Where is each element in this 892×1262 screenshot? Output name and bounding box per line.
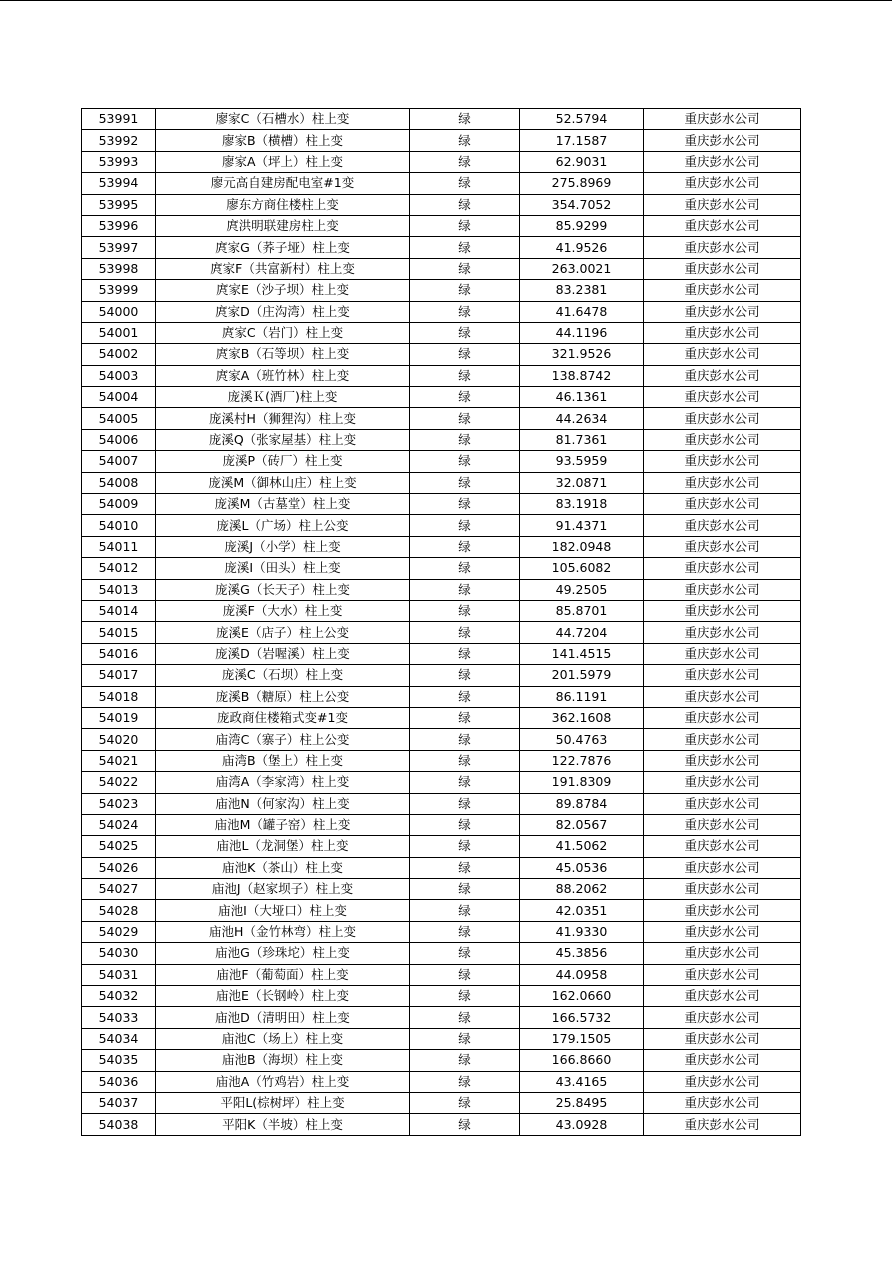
transformer-name-cell: 廖东方商住楼柱上变 [156, 194, 410, 215]
row-id-cell: 54022 [82, 772, 156, 793]
value-cell: 105.6082 [520, 558, 644, 579]
table-row [82, 258, 801, 279]
table-row [82, 857, 801, 878]
value-cell: 49.2505 [520, 579, 644, 600]
page-top-rule [0, 0, 892, 1]
company-cell: 重庆彭水公司 [644, 365, 801, 386]
status-color-cell: 绿 [410, 900, 520, 921]
value-cell: 32.0871 [520, 472, 644, 493]
transformer-name-cell: 平阳K（半坡）柱上变 [156, 1114, 410, 1135]
transformer-name-cell: 庹家E（沙子坝）柱上变 [156, 280, 410, 301]
company-cell: 重庆彭水公司 [644, 921, 801, 942]
status-color-cell: 绿 [410, 558, 520, 579]
value-cell: 362.1608 [520, 707, 644, 728]
status-color-cell: 绿 [410, 408, 520, 429]
value-cell: 41.9526 [520, 237, 644, 258]
value-cell: 122.7876 [520, 750, 644, 771]
row-id-cell: 54004 [82, 387, 156, 408]
value-cell: 42.0351 [520, 900, 644, 921]
status-color-cell: 绿 [410, 986, 520, 1007]
table-row [82, 1050, 801, 1071]
transformer-name-cell: 庞溪M（御林山庄）柱上变 [156, 472, 410, 493]
company-cell: 重庆彭水公司 [644, 515, 801, 536]
status-color-cell: 绿 [410, 643, 520, 664]
transformer-name-cell: 庙池N（何家沟）柱上变 [156, 793, 410, 814]
company-cell: 重庆彭水公司 [644, 472, 801, 493]
company-cell: 重庆彭水公司 [644, 429, 801, 450]
row-id-cell: 54012 [82, 558, 156, 579]
table-row [82, 921, 801, 942]
table-row [82, 515, 801, 536]
row-id-cell: 54009 [82, 494, 156, 515]
transformer-name-cell: 庙池C（场上）柱上变 [156, 1028, 410, 1049]
status-color-cell: 绿 [410, 194, 520, 215]
table-row [82, 130, 801, 151]
value-cell: 43.4165 [520, 1071, 644, 1092]
transformer-name-cell: 庙湾C（寨子）柱上公变 [156, 729, 410, 750]
value-cell: 44.0958 [520, 964, 644, 985]
value-cell: 17.1587 [520, 130, 644, 151]
status-color-cell: 绿 [410, 365, 520, 386]
status-color-cell: 绿 [410, 130, 520, 151]
company-cell: 重庆彭水公司 [644, 215, 801, 236]
row-id-cell: 53992 [82, 130, 156, 151]
transformer-name-cell: 平阳L(棕树坪）柱上变 [156, 1092, 410, 1113]
table-row [82, 1071, 801, 1092]
transformer-name-cell: 庹家A（班竹林）柱上变 [156, 365, 410, 386]
company-cell: 重庆彭水公司 [644, 1050, 801, 1071]
status-color-cell: 绿 [410, 429, 520, 450]
value-cell: 46.1361 [520, 387, 644, 408]
company-cell: 重庆彭水公司 [644, 237, 801, 258]
table-row [82, 879, 801, 900]
row-id-cell: 54014 [82, 600, 156, 621]
row-id-cell: 54033 [82, 1007, 156, 1028]
row-id-cell: 54027 [82, 879, 156, 900]
row-id-cell: 53994 [82, 173, 156, 194]
row-id-cell: 54030 [82, 943, 156, 964]
company-cell: 重庆彭水公司 [644, 665, 801, 686]
table-row [82, 1114, 801, 1135]
status-color-cell: 绿 [410, 879, 520, 900]
value-cell: 85.9299 [520, 215, 644, 236]
transformer-name-cell: 庹洪明联建房柱上变 [156, 215, 410, 236]
table-row [82, 536, 801, 557]
table-row [82, 622, 801, 643]
row-id-cell: 54037 [82, 1092, 156, 1113]
company-cell: 重庆彭水公司 [644, 707, 801, 728]
status-color-cell: 绿 [410, 964, 520, 985]
transformer-name-cell: 庞溪M（古墓堂）柱上变 [156, 494, 410, 515]
transformer-name-cell: 庙湾B（堡上）柱上变 [156, 750, 410, 771]
value-cell: 62.9031 [520, 151, 644, 172]
table-row [82, 151, 801, 172]
row-id-cell: 54020 [82, 729, 156, 750]
value-cell: 86.1191 [520, 686, 644, 707]
transformer-name-cell: 庞溪E（店子）柱上公变 [156, 622, 410, 643]
value-cell: 166.5732 [520, 1007, 644, 1028]
table-row [82, 408, 801, 429]
table-row [82, 1092, 801, 1113]
value-cell: 45.3856 [520, 943, 644, 964]
transformer-name-cell: 廖家A（坪上）柱上变 [156, 151, 410, 172]
value-cell: 82.0567 [520, 814, 644, 835]
company-cell: 重庆彭水公司 [644, 836, 801, 857]
table-row [82, 109, 801, 130]
transformer-name-cell: 庞溪B（糖原）柱上公变 [156, 686, 410, 707]
value-cell: 138.8742 [520, 365, 644, 386]
value-cell: 141.4515 [520, 643, 644, 664]
row-id-cell: 54038 [82, 1114, 156, 1135]
transformer-name-cell: 庹家G（荞子垭）柱上变 [156, 237, 410, 258]
company-cell: 重庆彭水公司 [644, 1028, 801, 1049]
company-cell: 重庆彭水公司 [644, 900, 801, 921]
transformer-name-cell: 庞溪G（长天子）柱上变 [156, 579, 410, 600]
company-cell: 重庆彭水公司 [644, 579, 801, 600]
transformer-name-cell: 庙池D（清明田）柱上变 [156, 1007, 410, 1028]
transformer-name-cell: 庞溪L（广场）柱上公变 [156, 515, 410, 536]
status-color-cell: 绿 [410, 622, 520, 643]
transformer-name-cell: 庙池J（赵家坝子）柱上变 [156, 879, 410, 900]
table-row [82, 750, 801, 771]
table-row [82, 494, 801, 515]
row-id-cell: 54036 [82, 1071, 156, 1092]
row-id-cell: 54028 [82, 900, 156, 921]
value-cell: 44.1196 [520, 322, 644, 343]
status-color-cell: 绿 [410, 579, 520, 600]
status-color-cell: 绿 [410, 173, 520, 194]
status-color-cell: 绿 [410, 686, 520, 707]
transformer-name-cell: 庞溪Q（张家屋基）柱上变 [156, 429, 410, 450]
status-color-cell: 绿 [410, 258, 520, 279]
company-cell: 重庆彭水公司 [644, 814, 801, 835]
transformer-name-cell: 庹家F（共富新村）柱上变 [156, 258, 410, 279]
company-cell: 重庆彭水公司 [644, 536, 801, 557]
status-color-cell: 绿 [410, 494, 520, 515]
transformer-name-cell: 庙池H（金竹林弯）柱上变 [156, 921, 410, 942]
row-id-cell: 53995 [82, 194, 156, 215]
row-id-cell: 54016 [82, 643, 156, 664]
transformer-name-cell: 庹家B（石等坝）柱上变 [156, 344, 410, 365]
transformer-name-cell: 庙池B（海坝）柱上变 [156, 1050, 410, 1071]
company-cell: 重庆彭水公司 [644, 1071, 801, 1092]
transformer-name-cell: 庙池L（龙洞堡）柱上变 [156, 836, 410, 857]
row-id-cell: 54010 [82, 515, 156, 536]
status-color-cell: 绿 [410, 280, 520, 301]
transformer-name-cell: 庙池M（罐子窑）柱上变 [156, 814, 410, 835]
company-cell: 重庆彭水公司 [644, 943, 801, 964]
row-id-cell: 54023 [82, 793, 156, 814]
row-id-cell: 54011 [82, 536, 156, 557]
transformer-name-cell: 庙池F（葡萄面）柱上变 [156, 964, 410, 985]
company-cell: 重庆彭水公司 [644, 643, 801, 664]
value-cell: 191.8309 [520, 772, 644, 793]
company-cell: 重庆彭水公司 [644, 387, 801, 408]
row-id-cell: 54002 [82, 344, 156, 365]
status-color-cell: 绿 [410, 665, 520, 686]
status-color-cell: 绿 [410, 1007, 520, 1028]
transformer-name-cell: 庙池I（大垭口）柱上变 [156, 900, 410, 921]
status-color-cell: 绿 [410, 600, 520, 621]
row-id-cell: 54008 [82, 472, 156, 493]
table-row [82, 986, 801, 1007]
table-row [82, 772, 801, 793]
status-color-cell: 绿 [410, 301, 520, 322]
value-cell: 179.1505 [520, 1028, 644, 1049]
company-cell: 重庆彭水公司 [644, 109, 801, 130]
table-row [82, 814, 801, 835]
company-cell: 重庆彭水公司 [644, 558, 801, 579]
table-row [82, 1007, 801, 1028]
company-cell: 重庆彭水公司 [644, 130, 801, 151]
status-color-cell: 绿 [410, 857, 520, 878]
transformer-name-cell: 庞溪村H（狮狸沟）柱上变 [156, 408, 410, 429]
value-cell: 50.4763 [520, 729, 644, 750]
status-color-cell: 绿 [410, 793, 520, 814]
table-row [82, 387, 801, 408]
row-id-cell: 54005 [82, 408, 156, 429]
transformer-name-cell: 庞溪Ｋ(酒厂)柱上变 [156, 387, 410, 408]
company-cell: 重庆彭水公司 [644, 258, 801, 279]
table-row [82, 964, 801, 985]
value-cell: 89.8784 [520, 793, 644, 814]
transformer-name-cell: 庹家C（岩门）柱上变 [156, 322, 410, 343]
row-id-cell: 54019 [82, 707, 156, 728]
row-id-cell: 53991 [82, 109, 156, 130]
value-cell: 52.5794 [520, 109, 644, 130]
status-color-cell: 绿 [410, 1028, 520, 1049]
status-color-cell: 绿 [410, 836, 520, 857]
company-cell: 重庆彭水公司 [644, 793, 801, 814]
value-cell: 83.2381 [520, 280, 644, 301]
row-id-cell: 54018 [82, 686, 156, 707]
status-color-cell: 绿 [410, 344, 520, 365]
company-cell: 重庆彭水公司 [644, 686, 801, 707]
table-row [82, 943, 801, 964]
table-row [82, 472, 801, 493]
status-color-cell: 绿 [410, 1092, 520, 1113]
table-row [82, 451, 801, 472]
row-id-cell: 54029 [82, 921, 156, 942]
row-id-cell: 53997 [82, 237, 156, 258]
row-id-cell: 54035 [82, 1050, 156, 1071]
transformer-name-cell: 庞政商住楼箱式变#1变 [156, 707, 410, 728]
status-color-cell: 绿 [410, 451, 520, 472]
table-row [82, 900, 801, 921]
table-row [82, 558, 801, 579]
table-row [82, 301, 801, 322]
row-id-cell: 54015 [82, 622, 156, 643]
company-cell: 重庆彭水公司 [644, 301, 801, 322]
company-cell: 重庆彭水公司 [644, 750, 801, 771]
status-color-cell: 绿 [410, 151, 520, 172]
transformer-name-cell: 庞溪J（小学）柱上变 [156, 536, 410, 557]
table-row [82, 429, 801, 450]
value-cell: 162.0660 [520, 986, 644, 1007]
status-color-cell: 绿 [410, 387, 520, 408]
row-id-cell: 54026 [82, 857, 156, 878]
value-cell: 91.4371 [520, 515, 644, 536]
company-cell: 重庆彭水公司 [644, 1007, 801, 1028]
value-cell: 25.8495 [520, 1092, 644, 1113]
table-row [82, 237, 801, 258]
table-row [82, 643, 801, 664]
status-color-cell: 绿 [410, 707, 520, 728]
status-color-cell: 绿 [410, 943, 520, 964]
value-cell: 321.9526 [520, 344, 644, 365]
row-id-cell: 53999 [82, 280, 156, 301]
transformer-name-cell: 庞溪P（砖厂）柱上变 [156, 451, 410, 472]
table-row [82, 1028, 801, 1049]
row-id-cell: 54013 [82, 579, 156, 600]
status-color-cell: 绿 [410, 1114, 520, 1135]
value-cell: 354.7052 [520, 194, 644, 215]
company-cell: 重庆彭水公司 [644, 600, 801, 621]
row-id-cell: 54003 [82, 365, 156, 386]
transformer-name-cell: 庞溪F（大水）柱上变 [156, 600, 410, 621]
value-cell: 41.5062 [520, 836, 644, 857]
company-cell: 重庆彭水公司 [644, 729, 801, 750]
row-id-cell: 54031 [82, 964, 156, 985]
company-cell: 重庆彭水公司 [644, 986, 801, 1007]
company-cell: 重庆彭水公司 [644, 451, 801, 472]
transformer-name-cell: 廖元高自建房配电室#1变 [156, 173, 410, 194]
company-cell: 重庆彭水公司 [644, 194, 801, 215]
table-row [82, 686, 801, 707]
value-cell: 85.8701 [520, 600, 644, 621]
status-color-cell: 绿 [410, 472, 520, 493]
table-row [82, 600, 801, 621]
status-color-cell: 绿 [410, 729, 520, 750]
status-color-cell: 绿 [410, 921, 520, 942]
row-id-cell: 54000 [82, 301, 156, 322]
row-id-cell: 53996 [82, 215, 156, 236]
status-color-cell: 绿 [410, 536, 520, 557]
value-cell: 41.6478 [520, 301, 644, 322]
company-cell: 重庆彭水公司 [644, 151, 801, 172]
value-cell: 45.0536 [520, 857, 644, 878]
table-row [82, 194, 801, 215]
transformer-name-cell: 庹家D（庄沟湾）柱上变 [156, 301, 410, 322]
value-cell: 44.2634 [520, 408, 644, 429]
row-id-cell: 54017 [82, 665, 156, 686]
transformer-name-cell: 廖家B（横槽）柱上变 [156, 130, 410, 151]
row-id-cell: 54032 [82, 986, 156, 1007]
value-cell: 263.0021 [520, 258, 644, 279]
status-color-cell: 绿 [410, 772, 520, 793]
table-body [82, 109, 801, 1136]
value-cell: 41.9330 [520, 921, 644, 942]
table-row [82, 836, 801, 857]
company-cell: 重庆彭水公司 [644, 1114, 801, 1135]
company-cell: 重庆彭水公司 [644, 408, 801, 429]
transformer-name-cell: 庙池G（珍珠坨）柱上变 [156, 943, 410, 964]
table-row [82, 665, 801, 686]
status-color-cell: 绿 [410, 109, 520, 130]
table-row [82, 729, 801, 750]
table-row [82, 344, 801, 365]
status-color-cell: 绿 [410, 215, 520, 236]
value-cell: 83.1918 [520, 494, 644, 515]
company-cell: 重庆彭水公司 [644, 622, 801, 643]
row-id-cell: 54001 [82, 322, 156, 343]
company-cell: 重庆彭水公司 [644, 280, 801, 301]
value-cell: 81.7361 [520, 429, 644, 450]
row-id-cell: 53993 [82, 151, 156, 172]
status-color-cell: 绿 [410, 814, 520, 835]
row-id-cell: 54034 [82, 1028, 156, 1049]
value-cell: 201.5979 [520, 665, 644, 686]
row-id-cell: 54021 [82, 750, 156, 771]
value-cell: 93.5959 [520, 451, 644, 472]
status-color-cell: 绿 [410, 322, 520, 343]
status-color-cell: 绿 [410, 1071, 520, 1092]
transformer-name-cell: 庙湾A（李家湾）柱上变 [156, 772, 410, 793]
table-row [82, 215, 801, 236]
value-cell: 275.8969 [520, 173, 644, 194]
table-row [82, 322, 801, 343]
company-cell: 重庆彭水公司 [644, 964, 801, 985]
table-row [82, 365, 801, 386]
status-color-cell: 绿 [410, 515, 520, 536]
company-cell: 重庆彭水公司 [644, 494, 801, 515]
transformer-name-cell: 廖家C（石槽水）柱上变 [156, 109, 410, 130]
value-cell: 88.2062 [520, 879, 644, 900]
status-color-cell: 绿 [410, 1050, 520, 1071]
table-row [82, 173, 801, 194]
transformer-name-cell: 庙池K（茶山）柱上变 [156, 857, 410, 878]
company-cell: 重庆彭水公司 [644, 322, 801, 343]
value-cell: 166.8660 [520, 1050, 644, 1071]
value-cell: 182.0948 [520, 536, 644, 557]
company-cell: 重庆彭水公司 [644, 173, 801, 194]
company-cell: 重庆彭水公司 [644, 879, 801, 900]
row-id-cell: 54025 [82, 836, 156, 857]
value-cell: 44.7204 [520, 622, 644, 643]
transformer-name-cell: 庞溪D（岩喔溪）柱上变 [156, 643, 410, 664]
table-row [82, 707, 801, 728]
table-row [82, 280, 801, 301]
transformer-table [81, 108, 801, 1136]
company-cell: 重庆彭水公司 [644, 1092, 801, 1113]
transformer-name-cell: 庙池E（长钢岭）柱上变 [156, 986, 410, 1007]
company-cell: 重庆彭水公司 [644, 857, 801, 878]
table-row [82, 793, 801, 814]
company-cell: 重庆彭水公司 [644, 344, 801, 365]
row-id-cell: 54007 [82, 451, 156, 472]
table-row [82, 579, 801, 600]
transformer-name-cell: 庙池A（竹鸡岩）柱上变 [156, 1071, 410, 1092]
row-id-cell: 54024 [82, 814, 156, 835]
row-id-cell: 53998 [82, 258, 156, 279]
company-cell: 重庆彭水公司 [644, 772, 801, 793]
status-color-cell: 绿 [410, 750, 520, 771]
value-cell: 43.0928 [520, 1114, 644, 1135]
status-color-cell: 绿 [410, 237, 520, 258]
row-id-cell: 54006 [82, 429, 156, 450]
transformer-name-cell: 庞溪I（田头）柱上变 [156, 558, 410, 579]
transformer-name-cell: 庞溪C（石坝）柱上变 [156, 665, 410, 686]
